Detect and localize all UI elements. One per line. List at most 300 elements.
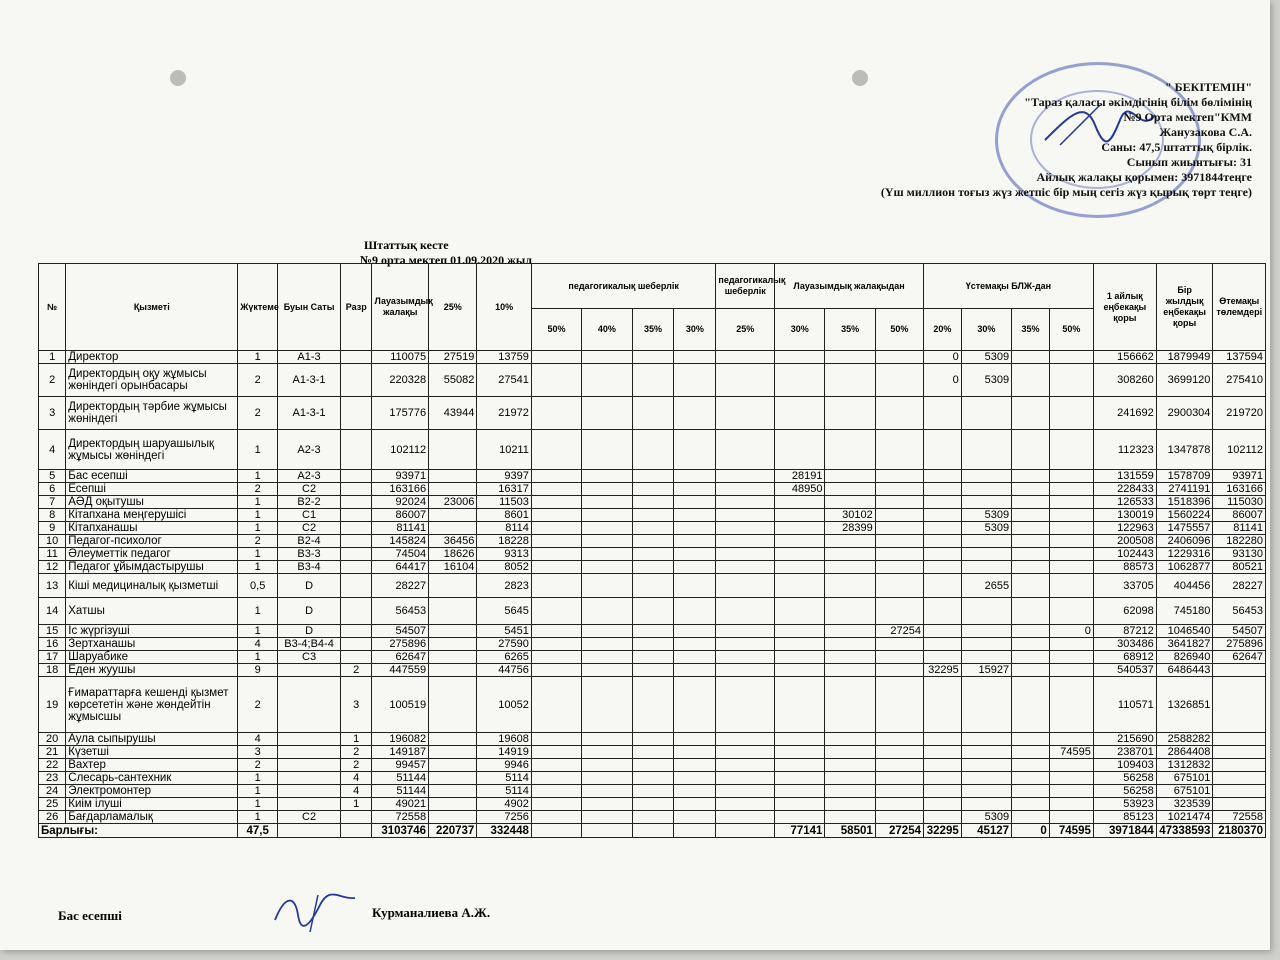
row-annual: 1347878 — [1156, 430, 1213, 470]
row-annual: 1046540 — [1156, 625, 1213, 638]
approval-line: Жанузакова С.А. — [1159, 125, 1252, 139]
row-monthly: 238701 — [1093, 746, 1156, 759]
row-cell — [674, 364, 716, 397]
row-grade: 2 — [341, 746, 372, 759]
row-cell — [775, 638, 825, 651]
row-comp: 93971 — [1213, 470, 1266, 483]
row-annual: 2588282 — [1156, 733, 1213, 746]
row-salary: 99457 — [372, 759, 429, 772]
total-cell: 0 — [1012, 824, 1050, 838]
row-cell — [875, 364, 923, 397]
row-cell — [961, 548, 1011, 561]
row-grade — [341, 625, 372, 638]
row-salary: 56453 — [372, 598, 429, 625]
row-level — [278, 664, 341, 677]
row-monthly: 110571 — [1093, 677, 1156, 733]
row-cell — [632, 664, 674, 677]
row-monthly: 88573 — [1093, 561, 1156, 574]
row-cell — [674, 548, 716, 561]
total-p10: 332448 — [477, 824, 532, 838]
row-cell — [531, 548, 581, 561]
row-cell — [1049, 759, 1093, 772]
row-cell — [924, 397, 962, 430]
row-cell — [674, 746, 716, 759]
col-ped-mastery: педагогикалық шеберлік — [531, 264, 716, 309]
row-cell — [1049, 561, 1093, 574]
row-p25: 36456 — [429, 535, 477, 548]
row-annual: 3699120 — [1156, 364, 1213, 397]
row-cell — [924, 496, 962, 509]
col-ped-mastery2: педагогикалық шеберлік — [716, 264, 775, 309]
row-level: С2 — [278, 522, 341, 535]
row-number: 20 — [39, 733, 66, 746]
row-p25 — [429, 651, 477, 664]
row-position: Хатшы — [66, 598, 238, 625]
row-cell — [1049, 430, 1093, 470]
row-cell — [875, 733, 923, 746]
row-cell — [582, 470, 632, 483]
row-cell — [1012, 598, 1050, 625]
row-cell — [632, 496, 674, 509]
row-cell — [531, 625, 581, 638]
row-cell — [875, 509, 923, 522]
row-comp: 275410 — [1213, 364, 1266, 397]
row-cell — [531, 798, 581, 811]
title-line: №9 орта мектеп 01.09.2020 жыл — [360, 253, 532, 267]
table-row — [39, 625, 1266, 638]
row-cell: 30102 — [825, 509, 875, 522]
row-p10: 27541 — [477, 364, 532, 397]
row-level: D — [278, 574, 341, 598]
row-cell — [531, 733, 581, 746]
row-cell — [674, 759, 716, 772]
row-cell — [1012, 772, 1050, 785]
row-cell — [674, 598, 716, 625]
row-cell — [825, 638, 875, 651]
row-cell — [531, 651, 581, 664]
row-cell — [1012, 561, 1050, 574]
row-number: 5 — [39, 470, 66, 483]
row-monthly: 308260 — [1093, 364, 1156, 397]
row-cell — [825, 496, 875, 509]
row-salary: 100519 — [372, 677, 429, 733]
row-monthly: 87212 — [1093, 625, 1156, 638]
row-number: 16 — [39, 638, 66, 651]
row-cell: 0 — [924, 364, 962, 397]
row-cell — [924, 746, 962, 759]
row-cell — [924, 785, 962, 798]
table-row — [39, 548, 1266, 561]
row-number: 4 — [39, 430, 66, 470]
row-position: Кітапханашы — [66, 522, 238, 535]
punch-hole — [170, 70, 186, 86]
row-comp: 86007 — [1213, 509, 1266, 522]
row-load: 1 — [238, 625, 278, 638]
row-annual: 1062877 — [1156, 561, 1213, 574]
row-cell — [825, 798, 875, 811]
row-cell — [531, 785, 581, 798]
row-position: Бас есепші — [66, 470, 238, 483]
row-level: В2-4 — [278, 535, 341, 548]
row-cell — [875, 664, 923, 677]
row-cell — [531, 364, 581, 397]
row-cell — [775, 746, 825, 759]
row-cell — [1049, 548, 1093, 561]
row-cell — [1012, 364, 1050, 397]
row-position: Директордың шаруашылық жұмысы жөніндегі — [66, 430, 238, 470]
row-cell — [961, 470, 1011, 483]
row-salary: 220328 — [372, 364, 429, 397]
row-cell — [924, 638, 962, 651]
table-row — [39, 351, 1266, 364]
row-annual: 2864408 — [1156, 746, 1213, 759]
row-cell: 5309 — [961, 364, 1011, 397]
row-grade — [341, 470, 372, 483]
row-p25 — [429, 811, 477, 824]
row-annual: 3641827 — [1156, 638, 1213, 651]
row-load: 1 — [238, 598, 278, 625]
table-body — [39, 351, 1266, 824]
table-row — [39, 811, 1266, 824]
row-cell — [716, 483, 775, 496]
row-comp — [1213, 664, 1266, 677]
row-p25 — [429, 430, 477, 470]
row-p10: 7256 — [477, 811, 532, 824]
row-annual: 745180 — [1156, 598, 1213, 625]
row-comp — [1213, 746, 1266, 759]
row-cell — [582, 677, 632, 733]
row-cell — [531, 598, 581, 625]
total-cell — [674, 824, 716, 838]
row-cell — [775, 364, 825, 397]
row-cell — [632, 364, 674, 397]
row-load: 2 — [238, 364, 278, 397]
row-cell — [924, 772, 962, 785]
row-p10: 27590 — [477, 638, 532, 651]
row-grade: 4 — [341, 772, 372, 785]
row-cell — [1049, 535, 1093, 548]
row-p25 — [429, 598, 477, 625]
row-cell: 0 — [1049, 625, 1093, 638]
row-salary: 81141 — [372, 522, 429, 535]
row-cell — [582, 496, 632, 509]
row-p10: 9313 — [477, 548, 532, 561]
row-level: С3 — [278, 651, 341, 664]
row-cell — [632, 470, 674, 483]
row-grade — [341, 364, 372, 397]
row-level: А1-3 — [278, 351, 341, 364]
row-p25 — [429, 470, 477, 483]
row-position: Іс жүргізуші — [66, 625, 238, 638]
col-comp: Өтемақы төлемдері — [1213, 264, 1266, 351]
row-p25: 16104 — [429, 561, 477, 574]
col-load: Жүктеме — [238, 264, 278, 351]
total-cell: 27254 — [875, 824, 923, 838]
row-cell — [961, 759, 1011, 772]
sub-col: 50% — [531, 309, 581, 351]
row-cell — [775, 651, 825, 664]
row-cell — [716, 625, 775, 638]
row-grade — [341, 574, 372, 598]
row-position: Педагог-психолог — [66, 535, 238, 548]
row-position: Зертханашы — [66, 638, 238, 651]
row-cell — [716, 574, 775, 598]
row-cell — [775, 397, 825, 430]
row-comp: 56453 — [1213, 598, 1266, 625]
sub-col: 50% — [1049, 309, 1093, 351]
row-cell — [875, 798, 923, 811]
row-cell — [582, 746, 632, 759]
row-cell — [1049, 772, 1093, 785]
row-cell — [961, 677, 1011, 733]
table-row — [39, 364, 1266, 397]
row-p25 — [429, 664, 477, 677]
row-cell — [775, 535, 825, 548]
row-load: 4 — [238, 638, 278, 651]
row-cell — [961, 496, 1011, 509]
table-row — [39, 785, 1266, 798]
row-cell — [582, 598, 632, 625]
row-monthly: 126533 — [1093, 496, 1156, 509]
row-cell — [716, 496, 775, 509]
table-row — [39, 651, 1266, 664]
row-p25 — [429, 798, 477, 811]
row-grade — [341, 535, 372, 548]
row-level — [278, 759, 341, 772]
row-cell — [531, 522, 581, 535]
total-annual: 47338593 — [1156, 824, 1213, 838]
row-cell — [924, 733, 962, 746]
row-annual: 2900304 — [1156, 397, 1213, 430]
row-cell — [531, 664, 581, 677]
row-comp — [1213, 733, 1266, 746]
row-monthly: 56258 — [1093, 772, 1156, 785]
row-grade: 3 — [341, 677, 372, 733]
row-cell — [674, 351, 716, 364]
row-position: Педагог ұйымдастырушы — [66, 561, 238, 574]
row-load: 1 — [238, 772, 278, 785]
row-cell — [632, 759, 674, 772]
row-cell — [1012, 811, 1050, 824]
row-cell — [1049, 677, 1093, 733]
row-grade — [341, 598, 372, 625]
row-cell — [775, 522, 825, 535]
total-cell: 45127 — [961, 824, 1011, 838]
row-cell — [961, 535, 1011, 548]
row-load: 1 — [238, 430, 278, 470]
row-cell — [531, 470, 581, 483]
total-cell — [531, 824, 581, 838]
row-cell — [674, 522, 716, 535]
row-cell — [825, 483, 875, 496]
row-p10: 5114 — [477, 785, 532, 798]
row-comp: 137594 — [1213, 351, 1266, 364]
row-cell — [875, 496, 923, 509]
approval-line: Айлық жалақы қорымен: 3971844теңге — [1036, 170, 1252, 184]
row-p10: 5114 — [477, 772, 532, 785]
row-number: 8 — [39, 509, 66, 522]
row-p10: 44756 — [477, 664, 532, 677]
row-p25 — [429, 746, 477, 759]
row-cell — [674, 651, 716, 664]
row-cell — [632, 430, 674, 470]
row-cell: 74595 — [1049, 746, 1093, 759]
table-row — [39, 470, 1266, 483]
sub-col: 20% — [924, 309, 962, 351]
row-cell — [961, 625, 1011, 638]
row-monthly: 122963 — [1093, 522, 1156, 535]
total-monthly: 3971844 — [1093, 824, 1156, 838]
approval-line: "Тараз қаласы әкімдігінің білім бөлімінің — [1024, 95, 1252, 109]
row-annual: 2741191 — [1156, 483, 1213, 496]
row-cell — [674, 811, 716, 824]
row-cell — [716, 638, 775, 651]
row-cell — [1012, 759, 1050, 772]
table-row — [39, 522, 1266, 535]
row-p10: 4902 — [477, 798, 532, 811]
row-p10: 13759 — [477, 351, 532, 364]
row-cell — [674, 483, 716, 496]
row-comp: 62647 — [1213, 651, 1266, 664]
row-cell — [825, 625, 875, 638]
row-cell — [1049, 397, 1093, 430]
row-p25 — [429, 638, 477, 651]
row-number: 17 — [39, 651, 66, 664]
row-position: Әлеуметтік педагог — [66, 548, 238, 561]
row-cell — [875, 351, 923, 364]
sub-col: 30% — [775, 309, 825, 351]
row-monthly: 102443 — [1093, 548, 1156, 561]
row-salary: 54507 — [372, 625, 429, 638]
row-position: Аула сыпырушы — [66, 733, 238, 746]
row-cell — [1012, 522, 1050, 535]
row-cell — [775, 430, 825, 470]
table-row — [39, 772, 1266, 785]
row-cell — [961, 430, 1011, 470]
row-position: Есепші — [66, 483, 238, 496]
row-p25 — [429, 522, 477, 535]
accountant-name: Курманалиева А.Ж. — [372, 905, 491, 920]
row-cell — [632, 561, 674, 574]
row-monthly: 112323 — [1093, 430, 1156, 470]
row-number: 7 — [39, 496, 66, 509]
row-cell — [775, 561, 825, 574]
row-position: АӘД оқытушы — [66, 496, 238, 509]
col-level: Буын Саты — [278, 264, 341, 351]
row-number: 13 — [39, 574, 66, 598]
row-cell — [924, 574, 962, 598]
row-position: Вахтер — [66, 759, 238, 772]
row-cell — [582, 811, 632, 824]
row-level: С2 — [278, 811, 341, 824]
approval-line: №9 Орта мектеп"КММ — [1123, 110, 1252, 124]
row-monthly: 130019 — [1093, 509, 1156, 522]
row-annual: 675101 — [1156, 785, 1213, 798]
row-cell — [632, 811, 674, 824]
row-p10: 8601 — [477, 509, 532, 522]
row-cell — [924, 561, 962, 574]
row-monthly: 215690 — [1093, 733, 1156, 746]
sub-col: 30% — [961, 309, 1011, 351]
col-p25: 25% — [429, 264, 477, 351]
row-load: 2 — [238, 483, 278, 496]
table-row — [39, 746, 1266, 759]
row-cell — [582, 733, 632, 746]
row-p10: 21972 — [477, 397, 532, 430]
table-row — [39, 496, 1266, 509]
row-cell — [1012, 430, 1050, 470]
row-position: Директор — [66, 351, 238, 364]
row-cell — [716, 677, 775, 733]
row-grade — [341, 397, 372, 430]
row-cell — [632, 548, 674, 561]
row-salary: 49021 — [372, 798, 429, 811]
row-cell — [1012, 664, 1050, 677]
table-row — [39, 561, 1266, 574]
row-p10: 14919 — [477, 746, 532, 759]
row-level: В2-2 — [278, 496, 341, 509]
row-cell — [674, 772, 716, 785]
row-number: 11 — [39, 548, 66, 561]
row-monthly: 85123 — [1093, 811, 1156, 824]
row-grade — [341, 561, 372, 574]
row-cell: 5309 — [961, 522, 1011, 535]
row-cell — [531, 574, 581, 598]
row-monthly: 241692 — [1093, 397, 1156, 430]
row-p10: 5645 — [477, 598, 532, 625]
col-annual: Бір жылдық еңбекақы қоры — [1156, 264, 1213, 351]
row-cell — [924, 677, 962, 733]
row-load: 2 — [238, 397, 278, 430]
row-cell: 48950 — [775, 483, 825, 496]
row-cell — [716, 759, 775, 772]
col-salary: Лауазымдық жалақы — [372, 264, 429, 351]
row-position: Шаруабике — [66, 651, 238, 664]
row-cell — [961, 746, 1011, 759]
total-cell: 58501 — [825, 824, 875, 838]
row-cell — [825, 664, 875, 677]
row-annual: 2406096 — [1156, 535, 1213, 548]
row-cell — [716, 561, 775, 574]
row-cell — [825, 548, 875, 561]
row-cell — [924, 430, 962, 470]
row-cell — [924, 470, 962, 483]
row-cell — [716, 351, 775, 364]
row-annual: 1879949 — [1156, 351, 1213, 364]
row-salary: 447559 — [372, 664, 429, 677]
row-cell — [674, 509, 716, 522]
row-comp — [1213, 677, 1266, 733]
row-cell — [1049, 483, 1093, 496]
row-cell — [716, 798, 775, 811]
row-comp: 54507 — [1213, 625, 1266, 638]
row-cell — [582, 535, 632, 548]
row-cell — [924, 509, 962, 522]
row-cell — [674, 733, 716, 746]
row-comp: 182280 — [1213, 535, 1266, 548]
row-salary: 93971 — [372, 470, 429, 483]
row-load: 2 — [238, 677, 278, 733]
row-level: А1-3-1 — [278, 397, 341, 430]
row-cell — [875, 746, 923, 759]
row-cell — [775, 811, 825, 824]
total-label: Барлығы: — [39, 824, 238, 838]
row-cell — [1049, 574, 1093, 598]
row-cell — [875, 470, 923, 483]
row-grade — [341, 430, 372, 470]
row-cell — [1049, 733, 1093, 746]
row-cell — [582, 364, 632, 397]
